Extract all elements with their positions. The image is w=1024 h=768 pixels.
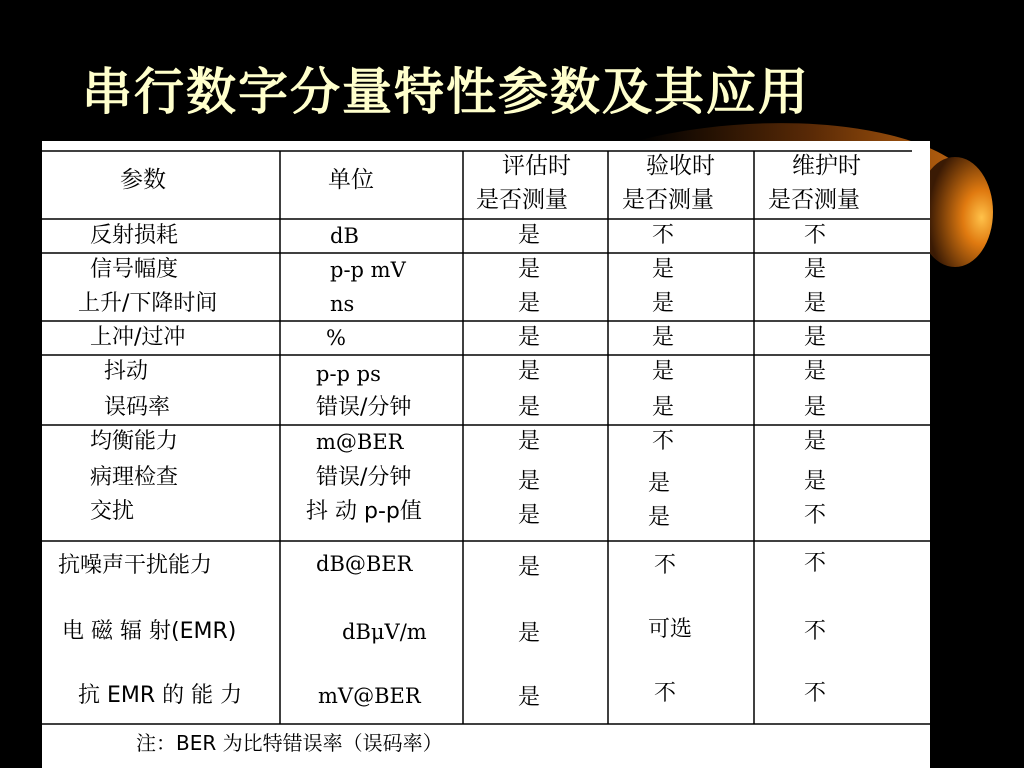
row-param: 误码率 xyxy=(104,395,171,420)
header-accept-line2: 是否测量 xyxy=(622,187,714,213)
row-param: 抗 EMR 的 能 力 xyxy=(78,683,243,708)
row-maint: 不 xyxy=(804,503,827,528)
row-param: 交扰 xyxy=(90,499,135,524)
row-accept: 不 xyxy=(654,681,677,706)
row-unit: dBμV/m xyxy=(342,620,427,644)
header-eval-line1: 评估时 xyxy=(502,153,571,179)
row-maint: 是 xyxy=(804,469,827,494)
row-maint: 是 xyxy=(804,395,827,420)
row-param: 反射损耗 xyxy=(90,223,179,248)
row-accept: 是 xyxy=(652,359,675,384)
row-unit: p-p ps xyxy=(316,362,381,386)
row-eval: 是 xyxy=(518,325,541,350)
row-accept: 是 xyxy=(652,325,675,350)
row-eval: 是 xyxy=(518,291,541,316)
header-maint-line1: 维护时 xyxy=(792,153,861,179)
parameter-table-panel xyxy=(42,141,930,768)
header-accept-line1: 验收时 xyxy=(646,153,715,179)
row-param: 上冲/过冲 xyxy=(90,325,186,350)
row-param: 抗噪声干扰能力 xyxy=(58,553,213,578)
header-maint-line2: 是否测量 xyxy=(768,187,860,213)
row-unit: 错误/分钟 xyxy=(316,465,412,490)
row-unit: dB@BER xyxy=(316,552,413,576)
row-param: 电 磁 辐 射(EMR) xyxy=(62,619,237,644)
header-eval-line2: 是否测量 xyxy=(476,187,568,213)
row-param: 均衡能力 xyxy=(90,429,179,454)
row-accept: 不 xyxy=(654,553,677,578)
row-eval: 是 xyxy=(518,555,541,580)
row-accept: 不 xyxy=(652,429,675,454)
row-param: 抖动 xyxy=(104,359,149,384)
row-unit: 错误/分钟 xyxy=(316,395,412,420)
row-accept: 可选 xyxy=(648,617,693,642)
row-eval: 是 xyxy=(518,621,541,646)
header-param: 参数 xyxy=(120,167,166,193)
row-param: 信号幅度 xyxy=(90,257,179,282)
row-param: 病理检查 xyxy=(90,465,179,490)
row-maint: 是 xyxy=(804,257,827,282)
row-eval: 是 xyxy=(518,429,541,454)
row-unit: m@BER xyxy=(316,430,404,454)
header-unit: 单位 xyxy=(328,167,374,193)
row-accept: 是 xyxy=(652,395,675,420)
row-accept: 不 xyxy=(652,223,675,248)
row-accept: 是 xyxy=(648,471,671,496)
row-maint: 不 xyxy=(804,551,827,576)
row-maint: 不 xyxy=(804,619,827,644)
row-unit: % xyxy=(326,326,346,350)
row-unit: dB xyxy=(330,224,359,248)
row-param: 上升/下降时间 xyxy=(78,291,218,316)
row-unit: mV@BER xyxy=(318,684,421,708)
footnote: 注：BER 为比特错误率（误码率） xyxy=(136,731,443,755)
row-eval: 是 xyxy=(518,257,541,282)
row-accept: 是 xyxy=(652,257,675,282)
row-eval: 是 xyxy=(518,223,541,248)
row-unit: p-p mV xyxy=(330,258,406,282)
row-eval: 是 xyxy=(518,469,541,494)
row-unit: ns xyxy=(330,292,355,316)
row-maint: 不 xyxy=(804,681,827,706)
row-maint: 不 xyxy=(804,223,827,248)
row-eval: 是 xyxy=(518,685,541,710)
row-eval: 是 xyxy=(518,395,541,420)
row-maint: 是 xyxy=(804,291,827,316)
row-eval: 是 xyxy=(518,503,541,528)
row-maint: 是 xyxy=(804,429,827,454)
row-eval: 是 xyxy=(518,359,541,384)
row-accept: 是 xyxy=(648,505,671,530)
row-maint: 是 xyxy=(804,325,827,350)
row-maint: 是 xyxy=(804,359,827,384)
slide-title: 串行数字分量特性参数及其应用 xyxy=(82,63,810,121)
row-accept: 是 xyxy=(652,291,675,316)
row-unit: 抖 动 p-p值 xyxy=(306,499,422,524)
